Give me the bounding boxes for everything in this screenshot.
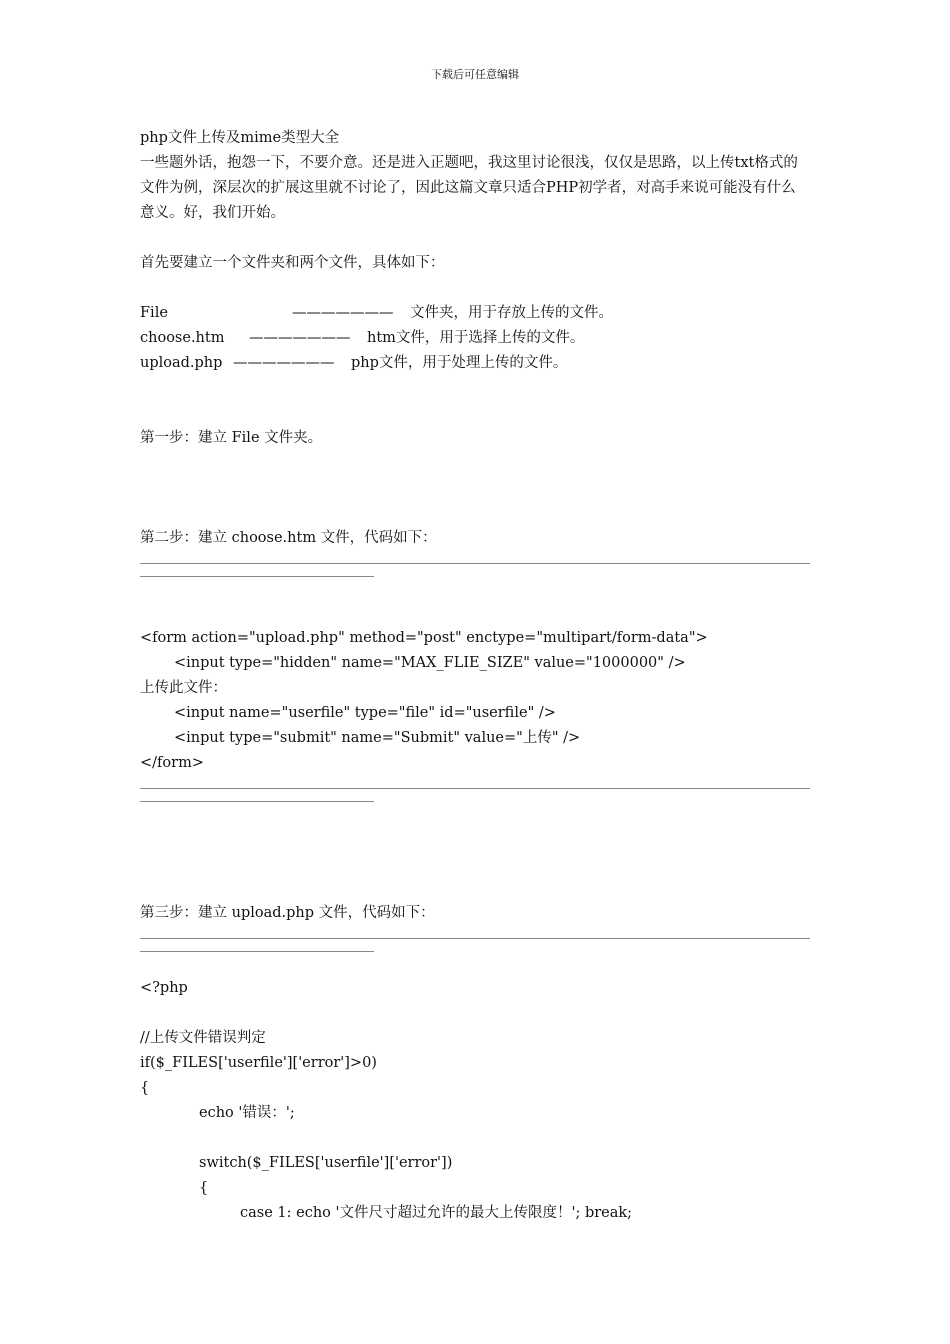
code-line: { [140,1080,150,1096]
divider [140,551,810,564]
divider [140,776,810,789]
document-title: php文件上传及mime类型大全 [140,130,340,146]
setup-text: 首先要建立一个文件夹和两个文件，具体如下： [140,255,445,271]
file-name: File [140,305,168,321]
file-item [140,351,810,376]
code-line: 上传此文件： [140,680,227,696]
divider [140,951,374,952]
step2-heading: 第二步：建立 choose.htm 文件，代码如下： [140,530,437,546]
code-line: switch($_FILES['userfile']['error']) [199,1155,453,1171]
file-desc: php文件，用于处理上传的文件。 [351,355,568,371]
code-line: case 1: echo '文件尺寸超过允许的最大上传限度！'; break; [240,1205,633,1221]
divider [140,801,374,802]
file-item [140,301,810,326]
file-dash: ——————— [249,330,351,346]
file-dash: ——————— [292,305,394,321]
intro-paragraph: 一些题外话，抱怨一下，不要介意。还是进入正题吧，我这里讨论很浅，仅仅是思路，以上传txt格式的文件为例，深层次的扩展这里就不讨论了，因此这篇文章只适合PHP初学者，对高手来说可能没有什么意义。好，我们开始。 [140,155,798,221]
file-item [140,326,810,351]
step3-heading: 第三步：建立 upload.php 文件，代码如下： [140,905,435,921]
divider [140,926,810,939]
code-line: <input type="submit" name="Submit" value="上传" /> [174,730,581,746]
file-desc: htm文件，用于选择上传的文件。 [367,330,585,346]
code-line: <form action="upload.php" method="post" enctype="multipart/form-data"> [140,630,708,646]
file-name: choose.htm [140,330,225,346]
code-line: <input type="hidden" name="MAX_FLIE_SIZE" value="1000000" /> [174,655,686,671]
step1-heading: 第一步：建立 File 文件夹。 [140,430,323,446]
code-line: <input name="userfile" type="file" id="userfile" /> [174,705,556,721]
document-body [140,126,810,1226]
divider [140,576,374,577]
code-line: echo '错误：'; [199,1105,295,1121]
page-header: 下载后可任意编辑 [431,68,519,81]
file-dash: ——————— [233,355,335,371]
file-name: upload.php [140,355,223,371]
code-line: if($_FILES['userfile']['error']>0) [140,1055,377,1071]
code-line: <?php [140,980,188,996]
code-line: </form> [140,755,204,771]
code-line: //上传文件错误判定 [140,1030,266,1046]
code-line: { [199,1180,209,1196]
file-desc: 文件夹，用于存放上传的文件。 [410,305,613,321]
